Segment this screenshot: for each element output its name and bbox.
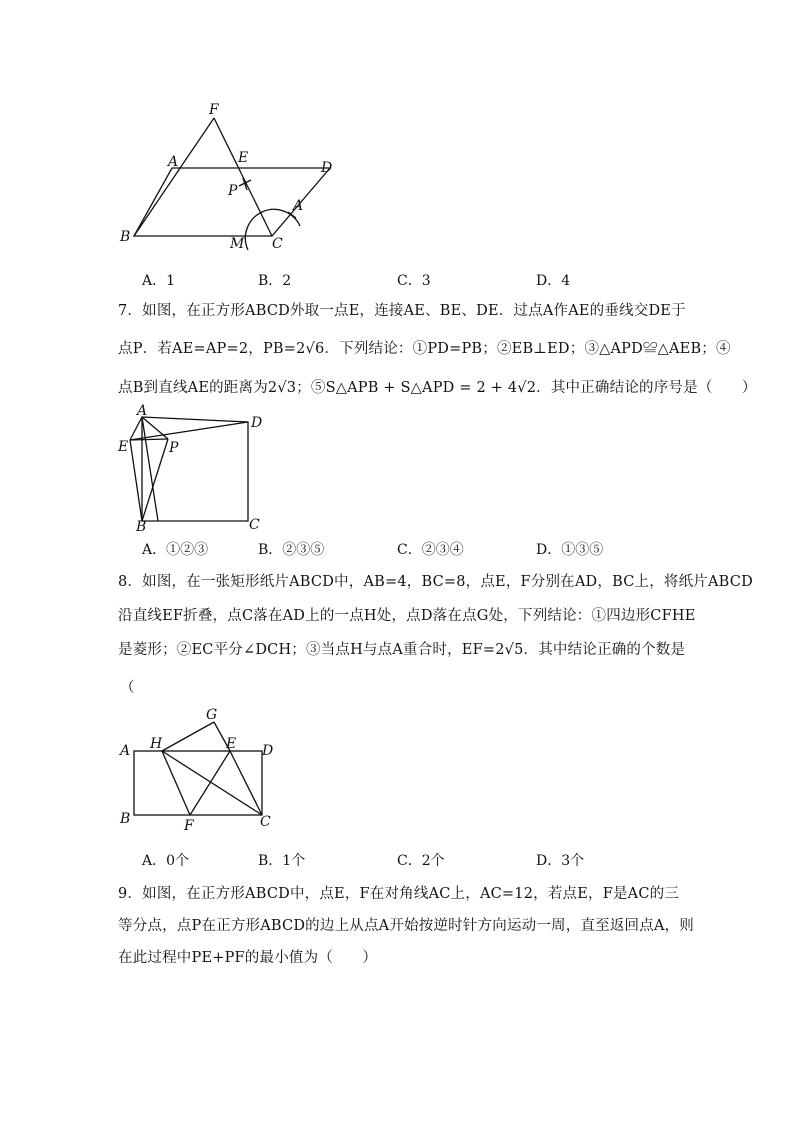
q8-option-b[interactable]: B．1个 bbox=[258, 853, 306, 869]
q6-label-d: D bbox=[321, 160, 333, 176]
q6-option-a[interactable]: A．1 bbox=[142, 273, 176, 289]
q8-label-a: A bbox=[120, 743, 131, 759]
q8-label-b: B bbox=[120, 811, 131, 827]
q6-label-e: E bbox=[238, 150, 249, 166]
q8-line-FE bbox=[190, 751, 230, 815]
q8-rectangle bbox=[134, 751, 262, 815]
q8-text-line-2: 沿直线EF折叠，点C落在AD上的一点H处，点D落在点G处，下列结论：①四边形CFHE bbox=[118, 608, 696, 624]
q7-line-PB bbox=[142, 439, 168, 521]
q6-label-p: P bbox=[228, 183, 238, 199]
q7-text-line-1: 7．如图，在正方形ABCD外取一点E，连接AE、BE、DE．过点A作AE的垂线交DE于 bbox=[118, 303, 686, 319]
q6-label-m: M bbox=[230, 236, 245, 252]
q6-label-a2: A bbox=[293, 198, 304, 214]
q6-label-c: C bbox=[272, 236, 283, 252]
q9-text-line-3: 在此过程中PE+PF的最小值为（ ） bbox=[118, 950, 378, 966]
q8-label-c: C bbox=[260, 814, 271, 830]
q8-line-HG bbox=[162, 722, 214, 751]
q8-label-h: H bbox=[150, 736, 163, 752]
q8-option-a[interactable]: A．0个 bbox=[142, 853, 190, 869]
q8-line-HC bbox=[162, 751, 262, 815]
q7-label-p: P bbox=[169, 440, 179, 456]
q8-text-line-4: （ bbox=[120, 680, 135, 696]
q7-text-line-3: 点B到直线AE的距离为2√3；⑤S△APB + S△APD = 2 + 4√2．其中正确结论的序号是（ ） bbox=[118, 380, 757, 396]
q6-line-FC bbox=[214, 118, 272, 236]
q7-line-AE bbox=[130, 417, 142, 440]
q8-label-e: E bbox=[226, 736, 237, 752]
q6-label-a: A bbox=[168, 154, 179, 170]
q8-text-line-1: 8．如图，在一张矩形纸片ABCD中，AB=4，BC=8，点E，F分别在AD，BC上，将纸片ABCD bbox=[118, 574, 753, 590]
q6-option-d[interactable]: D．4 bbox=[536, 273, 571, 289]
q8-option-d[interactable]: D．3个 bbox=[536, 853, 585, 869]
q9-text-line-2: 等分点，点P在正方形ABCD的边上从点A开始按逆时针方向运动一周，直至返回点A，则 bbox=[118, 918, 695, 934]
q7-line-EB bbox=[130, 440, 142, 521]
q8-label-g: G bbox=[206, 707, 218, 723]
q8-label-f: F bbox=[184, 818, 194, 834]
q7-figure bbox=[110, 405, 270, 535]
q7-line-AB2 bbox=[142, 417, 158, 521]
q7-option-a[interactable]: A．①②③ bbox=[142, 542, 209, 558]
q6-figure bbox=[110, 100, 370, 260]
q9-text-line-1: 9．如图，在正方形ABCD中，点E，F在对角线AC上，AC=12，若点E，F是AC的三 bbox=[118, 886, 680, 902]
q8-option-c[interactable]: C．2个 bbox=[397, 853, 445, 869]
q7-label-d: D bbox=[251, 415, 263, 431]
q6-line-FA bbox=[134, 118, 214, 236]
q7-option-d[interactable]: D．①③⑤ bbox=[536, 542, 604, 558]
q8-text-line-3: 是菱形；②EC平分∠DCH；③当点H与点A重合时，EF=2√5．其中结论正确的个数是 bbox=[118, 642, 686, 658]
q6-option-b[interactable]: B．2 bbox=[258, 273, 292, 289]
q8-label-d: D bbox=[262, 743, 274, 759]
q8-figure bbox=[110, 705, 280, 835]
q7-label-c: C bbox=[249, 517, 260, 533]
q6-label-f: F bbox=[209, 102, 219, 118]
q7-label-e: E bbox=[118, 439, 129, 455]
q7-text-line-2: 点P．若AE=AP=2，PB=2√6．下列结论：①PD=PB；②EB⊥ED；③△APD≌△AEB；④ bbox=[118, 341, 731, 357]
q6-option-c[interactable]: C．3 bbox=[397, 273, 431, 289]
q7-option-b[interactable]: B．②③⑤ bbox=[258, 542, 325, 558]
q7-line-ED bbox=[130, 422, 248, 440]
q7-option-c[interactable]: C．②③④ bbox=[397, 542, 464, 558]
q7-label-b: B bbox=[136, 519, 147, 535]
q7-label-a: A bbox=[137, 403, 148, 419]
q6-label-b: B bbox=[120, 229, 131, 245]
